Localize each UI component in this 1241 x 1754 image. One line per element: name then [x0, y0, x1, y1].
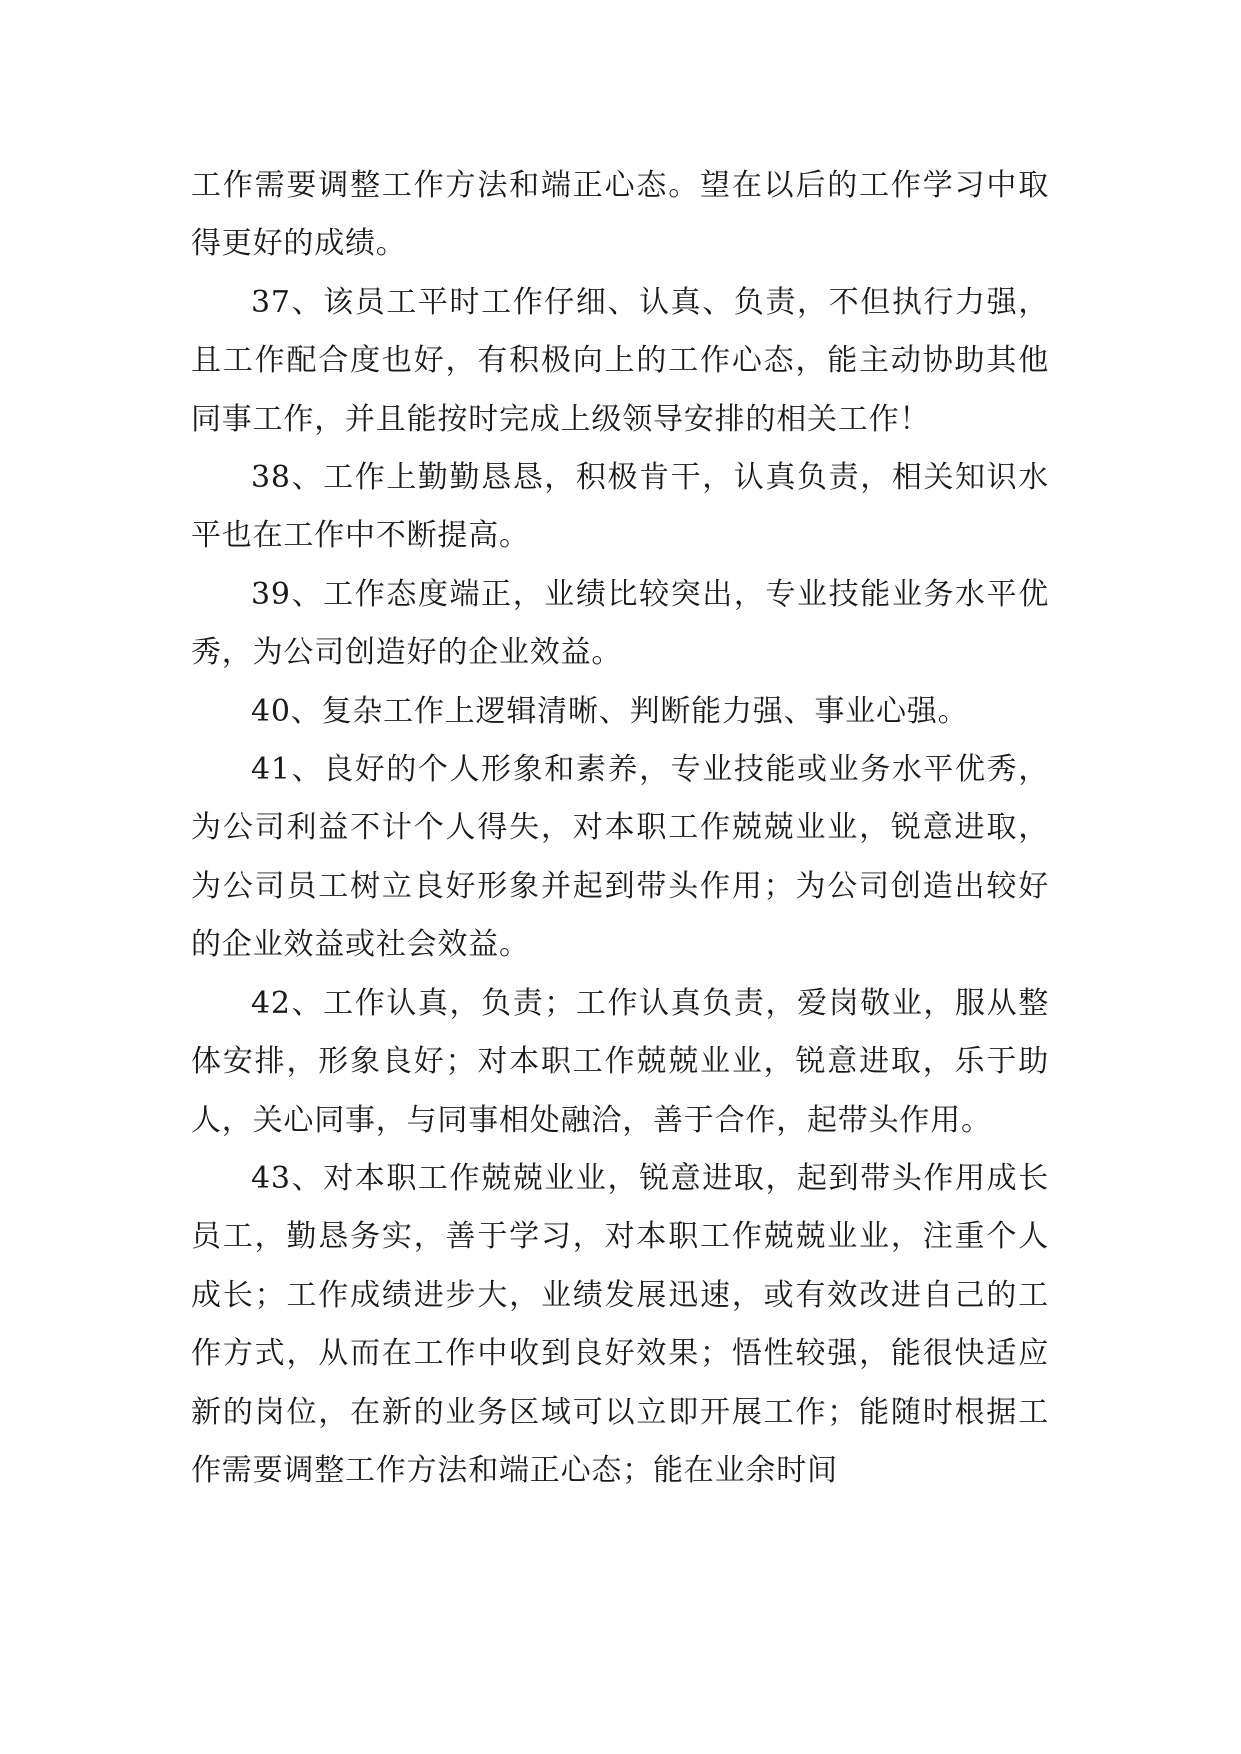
paragraph-item-43: 43、对本职工作兢兢业业，锐意进取，起到带头作用成长员工，勤恳务实，善于学习，对本职工作兢兢业业，注重个人成长；工作成绩进步大，业绩发展迅速，或有效改进自己的工作方式，从而在工作中收到良好效果；悟性较强，能很快适应新的岗位，在新的业务区域可以立即开展工作；能随时根据工作需要调整工作方法和端正心态；能在业余时间 [191, 1160, 1049, 1488]
paragraph-item-39: 39、工作态度端正，业绩比较突出，专业技能业务水平优秀，为公司创造好的企业效益。 [191, 576, 1049, 671]
paragraph-item-37: 37、该员工平时工作仔细、认真、负责，不但执行力强，且工作配合度也好，有积极向上的工作心态，能主动协助其他同事工作，并且能按时完成上级领导安排的相关工作！ [191, 284, 1049, 437]
paragraph-item-40: 40、复杂工作上逻辑清晰、判断能力强、事业心强。 [251, 693, 969, 729]
document-body [191, 157, 1049, 1500]
paragraph-continuation: 工作需要调整工作方法和端正心态。望在以后的工作学习中取得更好的成绩。 [191, 168, 1049, 262]
paragraph-item-42: 42、工作认真，负责；工作认真负责，爱岗敬业，服从整体安排，形象良好；对本职工作兢兢业业，锐意进取，乐于助人，关心同事，与同事相处融洽，善于合作，起带头作用。 [191, 985, 1049, 1138]
paragraph-item-41: 41、良好的个人形象和素养，专业技能或业务水平优秀，为公司利益不计个人得失，对本职工作兢兢业业，锐意进取，为公司员工树立良好形象并起到带头作用；为公司创造出较好的企业效益或社会效益。 [191, 752, 1049, 963]
paragraph-item-38: 38、工作上勤勤恳恳，积极肯干，认真负责，相关知识水平也在工作中不断提高。 [191, 460, 1049, 554]
